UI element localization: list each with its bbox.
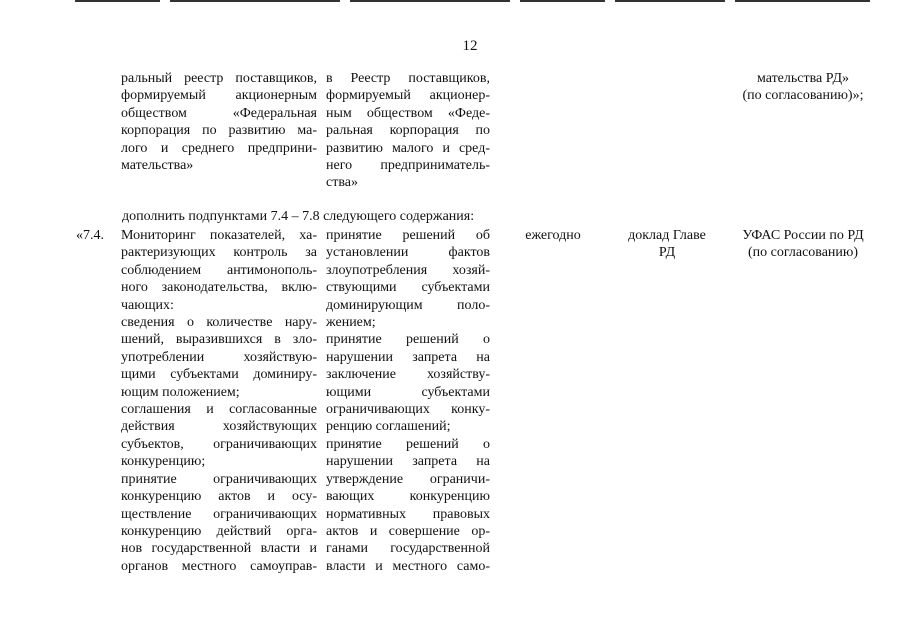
text-line: принятие решений о xyxy=(326,332,490,348)
text-line: субъектов, ограничивающих xyxy=(121,436,317,452)
top-rule-3 xyxy=(350,0,510,2)
text-line: доминирующим поло- xyxy=(326,297,490,313)
text-line: ного законодательства, вклю- xyxy=(121,280,317,296)
text-line: сведения о количестве нару- xyxy=(121,315,317,331)
text-line: ствующими субъектами xyxy=(326,280,490,296)
text-line: лого и среднего предприни- xyxy=(121,140,317,156)
text-line: обществом «Федеральная xyxy=(121,105,317,121)
page-number: 12 xyxy=(462,38,478,54)
text-line: заключение хозяйству- xyxy=(326,367,490,383)
text-line: нов государственной власти и xyxy=(121,541,317,557)
text-line: ральная корпорация по xyxy=(326,123,490,139)
top-rule-2 xyxy=(170,0,340,2)
text-line: злоупотребления хозяй- xyxy=(326,262,490,278)
text-line: Мониторинг показателей, ха- xyxy=(121,228,317,243)
text-line: ежегодно xyxy=(525,228,581,243)
text-line: ным обществом «Феде- xyxy=(326,105,490,121)
text-line: (по согласованию) xyxy=(747,245,859,261)
text-line: чающих: xyxy=(121,297,174,313)
top-rule-5 xyxy=(615,0,725,2)
text-line: формируемый акционер- xyxy=(326,88,490,104)
text-line: РД xyxy=(658,245,676,261)
text-line: принятие решений об xyxy=(326,228,490,243)
row-7-4-col3 xyxy=(326,227,490,575)
row-7-4-col6 xyxy=(728,227,878,262)
text-line: принятие ограничивающих xyxy=(121,471,317,487)
text-line: ограничивающих конку- xyxy=(326,402,490,418)
instruction-text: дополнить подпунктами 7.4 – 7.8 следующего содержания: xyxy=(122,209,475,224)
text-line: ющим положением; xyxy=(121,384,240,400)
row-7-4-col5 xyxy=(615,227,719,262)
text-line: власти и местного само- xyxy=(326,558,490,574)
text-line: употреблении хозяйствую- xyxy=(121,349,317,365)
text-line: вающих конкуренцию xyxy=(326,489,490,505)
top-rule-4 xyxy=(520,0,605,2)
row-number-label: «7.4. xyxy=(76,228,104,243)
text-line: ющими субъектами xyxy=(326,384,490,400)
text-line: доклад Главе xyxy=(628,228,706,243)
row-number xyxy=(76,227,104,244)
top-row-col2 xyxy=(121,70,317,174)
text-line: в Реестр поставщиков, xyxy=(326,71,490,86)
text-line: рактеризующих контроль за xyxy=(121,245,317,261)
text-line: конкуренцию актов и осу- xyxy=(121,489,317,505)
text-line: соглашения и согласованные xyxy=(121,402,317,418)
text-line: нарушении запрета на xyxy=(326,349,490,365)
text-line: ганами государственной xyxy=(326,541,490,557)
text-line: конкуренцию; xyxy=(121,454,206,470)
row-7-4-col4 xyxy=(513,227,593,244)
text-line: нарушении запрета на xyxy=(326,454,490,470)
text-line: ства» xyxy=(326,175,358,191)
text-line: действия хозяйствующих xyxy=(121,419,317,435)
text-line: корпорация по развитию ма- xyxy=(121,123,317,139)
text-line: УФАС России по РД xyxy=(742,228,864,243)
top-rule-1 xyxy=(75,0,160,2)
text-line: мательства РД» xyxy=(756,71,850,86)
text-line: (по согласованию)»; xyxy=(742,88,864,104)
text-line: нормативных правовых xyxy=(326,506,490,522)
text-line: мательства» xyxy=(121,158,194,174)
text-line: утверждение ограничи- xyxy=(326,471,490,487)
text-line: ральный реестр поставщиков, xyxy=(121,71,317,86)
text-line: ществление ограничивающих xyxy=(121,506,317,522)
text-line: него предприниматель- xyxy=(326,158,490,174)
row-7-4-col2 xyxy=(121,227,317,575)
text-line: конкуренцию действий орга- xyxy=(121,523,317,539)
top-row-col3 xyxy=(326,70,490,192)
text-line: установлении фактов xyxy=(326,245,490,261)
text-line: формируемый акционерным xyxy=(121,88,317,104)
text-line: развитию малого и сред- xyxy=(326,140,490,156)
top-rule-6 xyxy=(735,0,870,2)
top-row-col6 xyxy=(728,70,878,105)
text-line: актов и совершение ор- xyxy=(326,523,490,539)
text-line: щими субъектами доминиру- xyxy=(121,367,317,383)
text-line: соблюдением антимонополь- xyxy=(121,262,317,278)
text-line: шений, выразившихся в зло- xyxy=(121,332,317,348)
text-line: ренцию соглашений; xyxy=(326,419,451,435)
text-line: жением; xyxy=(326,315,376,331)
text-line: принятие решений о xyxy=(326,436,490,452)
text-line: органов местного самоуправ- xyxy=(121,558,317,574)
